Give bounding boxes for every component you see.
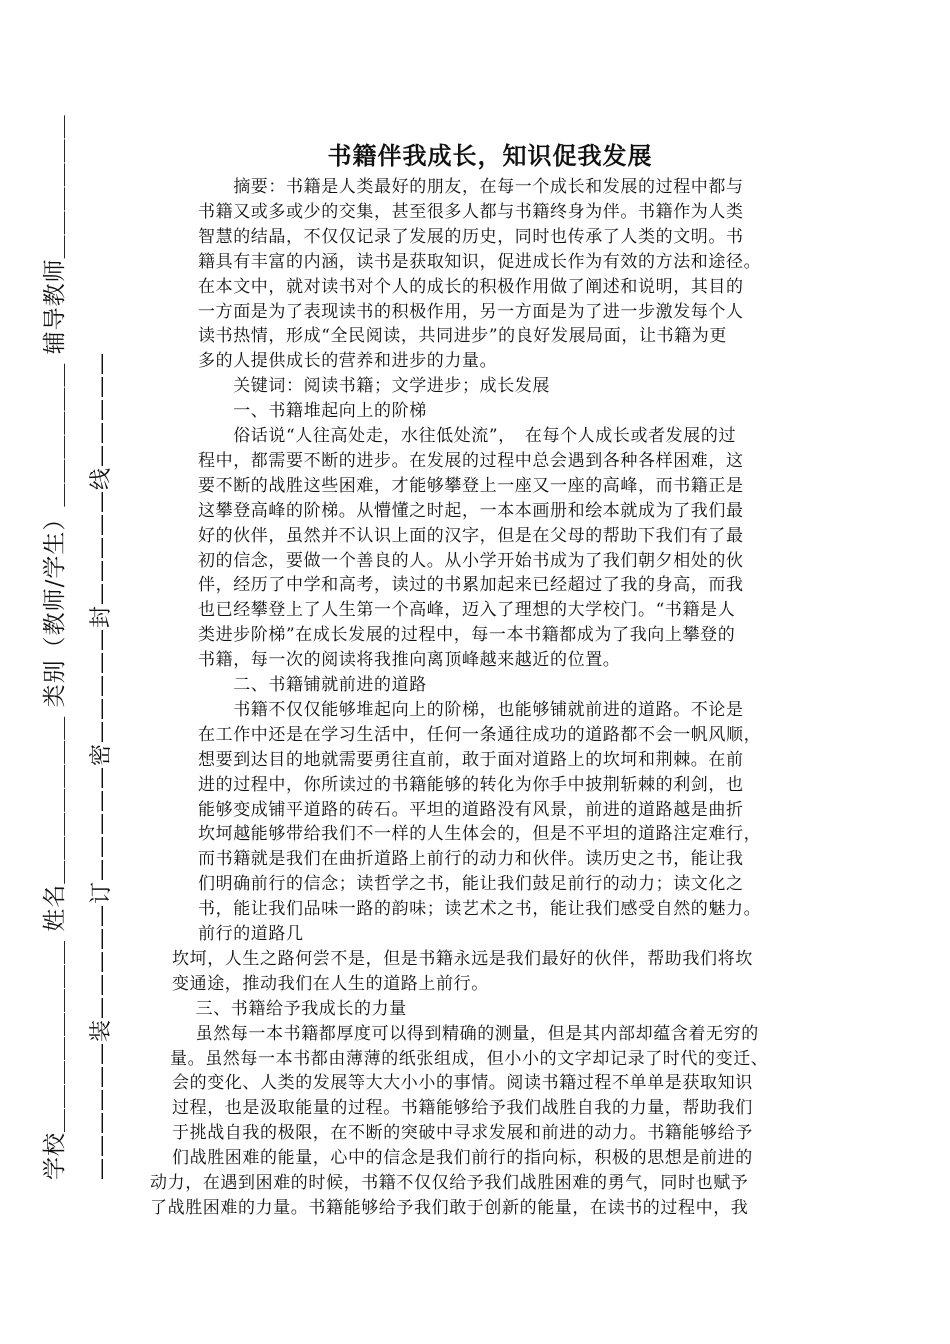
body-line: 伴，经历了中学和高考，读过的书累加起来已经超过了我的身高，而我 — [198, 575, 744, 596]
body-line: 在工作中还是在学习生活中，任何一条通往成功的道路都不会一帆风顺， — [198, 724, 762, 745]
body-line: 关键词：阅读书籍；文学进步；成长发展 — [198, 376, 550, 397]
body-line: 要不断的战胜这些困难，才能够攀登上一座又一座的高峰，而书籍正是 — [198, 475, 744, 496]
body-line: 书籍不仅仅能够堆起向上的阶梯，也能够铺就前进的道路。不论是 — [198, 699, 744, 720]
body-line: 程中，都需要不断的进步。在发展的过程中总会遇到各种各样困难，这 — [198, 450, 744, 471]
body-line: 坎坷，人生之路何尝不是，但是书籍永远是我们最好的伙伴，帮助我们将坎 — [172, 948, 753, 969]
body-line: 好的伙伴，虽然并不认识上面的汉字，但是在父母的帮助下我们有了最 — [198, 525, 744, 546]
body-line: 虽然每一本书籍都厚度可以得到精确的测量，但是其内部却蕴含着无穷的 — [178, 1023, 759, 1044]
body-line: 量。虽然每一本书都由薄薄的纸张组成，但小小的文字却记录了时代的变迁、 — [170, 1048, 769, 1069]
body-line: 三、书籍给予我成长的力量 — [178, 998, 407, 1019]
body-line: 籍具有丰富的内涵，读书是获取知识，促进成长作为有效的方法和途径。 — [198, 251, 762, 272]
body-line: 坎坷越能够带给我们不一样的人生体会的，但是不平坦的道路注定难行， — [198, 824, 762, 845]
binding-cut-line: ——————装—————订—————密—————封—————线————— — [89, 351, 114, 1180]
body-line: 了战胜困难的力量。书籍能够给予我们敢于创新的能量，在读书的过程中，我 — [150, 1197, 749, 1218]
body-line: 二、书籍铺就前进的道路 — [198, 675, 427, 695]
document-title: 书籍伴我成长，知识促我发展 — [327, 142, 653, 170]
body-line: 而书籍就是我们在曲折道路上前行的动力和伙伴。读历史之书，能让我 — [198, 849, 744, 870]
body-line: 多的人提供成长的营养和进步的力量。 — [198, 351, 498, 372]
body-line: 会的变化、人类的发展等大大小小的事情。阅读书籍过程不单单是获取知识 — [172, 1073, 753, 1094]
binding-labels: 学校＿＿＿＿＿＿＿＿ 姓名＿＿＿＿＿＿＿ 类别（教师/学生）＿＿＿＿＿＿ 辅导教师＿＿＿＿＿＿ — [42, 114, 68, 1180]
body-line: 动力，在遇到困难的时候，书籍不仅仅给予我们战胜困难的勇气，同时也赋予 — [150, 1173, 749, 1193]
body-line: 在本文中，就对读书对个人的成长的积极作用做了阐述和说明，其目的 — [198, 276, 744, 297]
body-line: 书，能让我们品味一路的韵味；读艺术之书，能让我们感受自然的魅力。 — [198, 899, 762, 920]
body-line: 初的信念，要做一个善良的人。从小学开始书成为了我们朝夕相处的伙 — [198, 550, 744, 571]
body-line: 们明确前行的信念；读哲学之书，能让我们鼓足前行的动力；读文化之 — [198, 874, 744, 895]
body-line: 一、书籍堆起向上的阶梯 — [198, 401, 427, 422]
binding-margin — [36, 114, 120, 1180]
body-line: 智慧的结晶，不仅仅记录了发展的历史，同时也传承了人类的文明。书 — [198, 226, 744, 247]
body-line: 们战胜困难的能量，心中的信念是我们前行的指向标，积极的思想是前进的 — [172, 1148, 753, 1169]
body-line: 于挑战自我的极限，在不断的突破中寻求发展和前进的动力。书籍能够给予 — [172, 1123, 753, 1144]
body-line: 类进步阶梯”在成长发展的过程中，每一本书籍都成为了我向上攀登的 — [198, 625, 736, 646]
body-line: 俗话说“人往高处走，水往低处流”， 在每个人成长或者发展的过 — [198, 426, 737, 446]
body-line: 能够变成铺平道路的砖石。平坦的道路没有风景，前进的道路越是曲折 — [198, 799, 744, 820]
body-line: 过程，也是汲取能量的过程。书籍能够给予我们战胜自我的力量，帮助我们 — [172, 1098, 753, 1119]
body-line: 进的过程中，你所读过的书籍能够的转化为你手中披荆斩棘的利剑，也 — [198, 774, 744, 795]
body-line: 摘要：书籍是人类最好的朋友，在每一个成长和发展的过程中都与 — [198, 177, 744, 197]
body-line: 一方面是为了表现读书的积极作用，另一方面是为了进一步激发每个人 — [198, 301, 744, 322]
body-line: 书籍，每一次的阅读将我推向离顶峰越来越近的位置。 — [198, 650, 621, 671]
body-line: 这攀登高峰的阶梯。从懵懂之时起，一本本画册和绘本就成为了我们最 — [198, 500, 744, 521]
body-line: 书籍又或多或少的交集，甚至很多人都与书籍终身为伴。书籍作为人类 — [198, 201, 744, 222]
body-line: 前行的道路几 — [198, 924, 304, 944]
body-line: 变通途，推动我们在人生的道路上前行。 — [172, 973, 489, 994]
body-line: 想要到达目的地就需要勇往直前，敢于面对道路上的坎坷和荆棘。在前 — [198, 749, 744, 770]
body-line: 也已经攀登上了人生第一个高峰，迈入了理想的大学校门。“书籍是人 — [198, 600, 736, 621]
body-line: 读书热情，形成“全民阅读，共同进步”的良好发展局面，让书籍为更 — [198, 326, 727, 347]
